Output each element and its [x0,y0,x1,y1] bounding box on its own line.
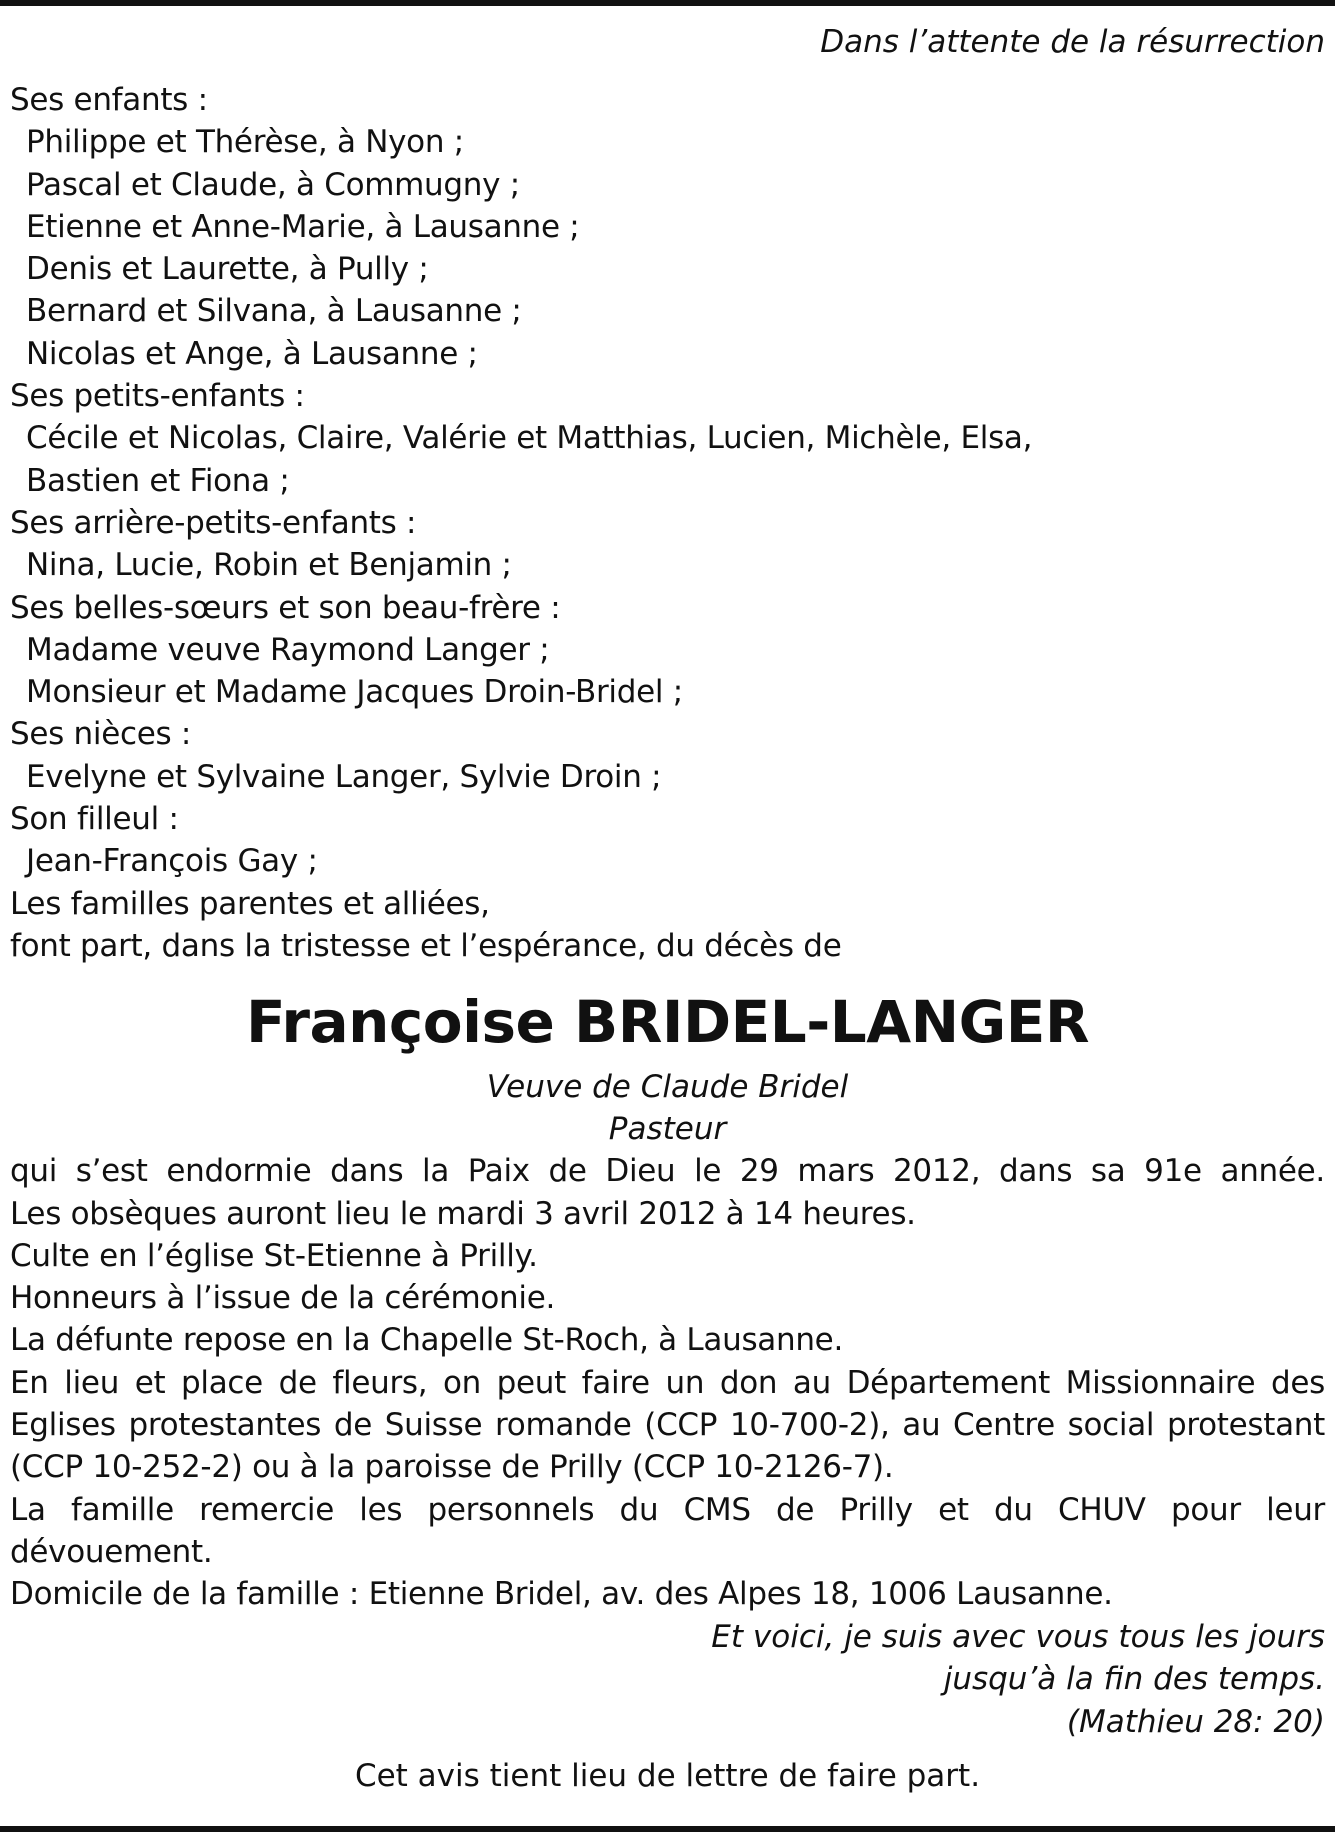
verse-reference: (Mathieu 28: 20) [1066,1703,1325,1740]
family-member-line: Monsieur et Madame Jacques Droin-Bridel ; [26,674,683,711]
family-group-heading: Son filleul : [10,801,179,838]
donation-paragraph: En lieu et place de fleurs, on peut faire un don au Département Missionnaire des Eglises protestantes de Suisse romande (CCP 10-700-2), au Centre social protestant (CCP 10-252-2) ou à la paroisse de Prilly (CCP 10-2126-7). [10,1364,1325,1486]
family-group-heading: Ses belles-sœurs et son beau-frère : [10,589,561,626]
top-border-rule [0,0,1335,6]
epigraph: Dans l’attente de la résurrection [820,24,1325,60]
widow-of-line: Veuve de Claude Bridel [486,1069,849,1106]
family-group-heading: Ses enfants : [10,82,208,118]
family-group-heading: Ses petits-enfants : [10,378,305,415]
family-group-heading: Les familles parentes et alliées, [10,885,490,922]
address-line: Domicile de la famille : Etienne Bridel, av. des Alpes 18, 1006 Lausanne. [10,1576,1113,1613]
notice-body [10,1150,1325,1615]
rest-line: La défunte repose en la Chapelle St-Roch, à Lausanne. [10,1322,844,1359]
service-line: Culte en l’église St-Etienne à Prilly. [10,1237,538,1274]
family-group-heading: Ses arrière-petits-enfants : [10,504,417,541]
family-group-heading: Ses nièces : [10,716,192,753]
family-member-line: Pascal et Claude, à Commugny ; [26,166,520,203]
death-line: qui s’est endormie dans la Paix de Dieu le 29 mars 2012, dans sa 91e année. [10,1153,1325,1190]
family-member-line: Madame veuve Raymond Langer ; [26,631,550,668]
obituary-notice [10,18,1325,1797]
verse-line-1: Et voici, je suis avec vous tous les jours [711,1618,1325,1655]
family-list [10,79,1325,967]
family-member-line: Evelyne et Sylvaine Langer, Sylvie Droin ; [26,758,662,795]
family-member-line: Jean-François Gay ; [26,843,318,880]
profession-line: Pasteur [608,1111,727,1148]
verse-line-2: jusqu’à la fin des temps. [943,1661,1325,1697]
bible-verse [10,1616,1325,1744]
deceased-name: Françoise BRIDEL-LANGER [245,988,1090,1057]
bottom-border-rule [0,1826,1335,1832]
family-member-line: Bernard et Silvana, à Lausanne ; [26,293,522,330]
family-member-line: Denis et Laurette, à Pully ; [26,251,429,288]
family-member-line: Philippe et Thérèse, à Nyon ; [26,124,464,161]
funeral-line: Les obsèques auront lieu le mardi 3 avril 2012 à 14 heures. [10,1195,916,1232]
family-member-line: Nicolas et Ange, à Lausanne ; [26,335,478,372]
family-member-line: Nina, Lucie, Robin et Benjamin ; [26,547,512,584]
thanks-paragraph: La famille remercie les personnels du CMS de Prilly et du CHUV pour leur dévouement. [10,1491,1325,1570]
family-group-heading: font part, dans la tristesse et l’espérance, du décès de [10,927,842,964]
closing-note: Cet avis tient lieu de lettre de faire part. [354,1758,981,1794]
honours-line: Honneurs à l’issue de la cérémonie. [10,1280,556,1317]
family-member-line: Etienne et Anne-Marie, à Lausanne ; [26,208,580,245]
family-member-line: Cécile et Nicolas, Claire, Valérie et Matthias, Lucien, Michèle, Elsa, [26,420,1033,457]
family-member-line: Bastien et Fiona ; [26,462,290,499]
